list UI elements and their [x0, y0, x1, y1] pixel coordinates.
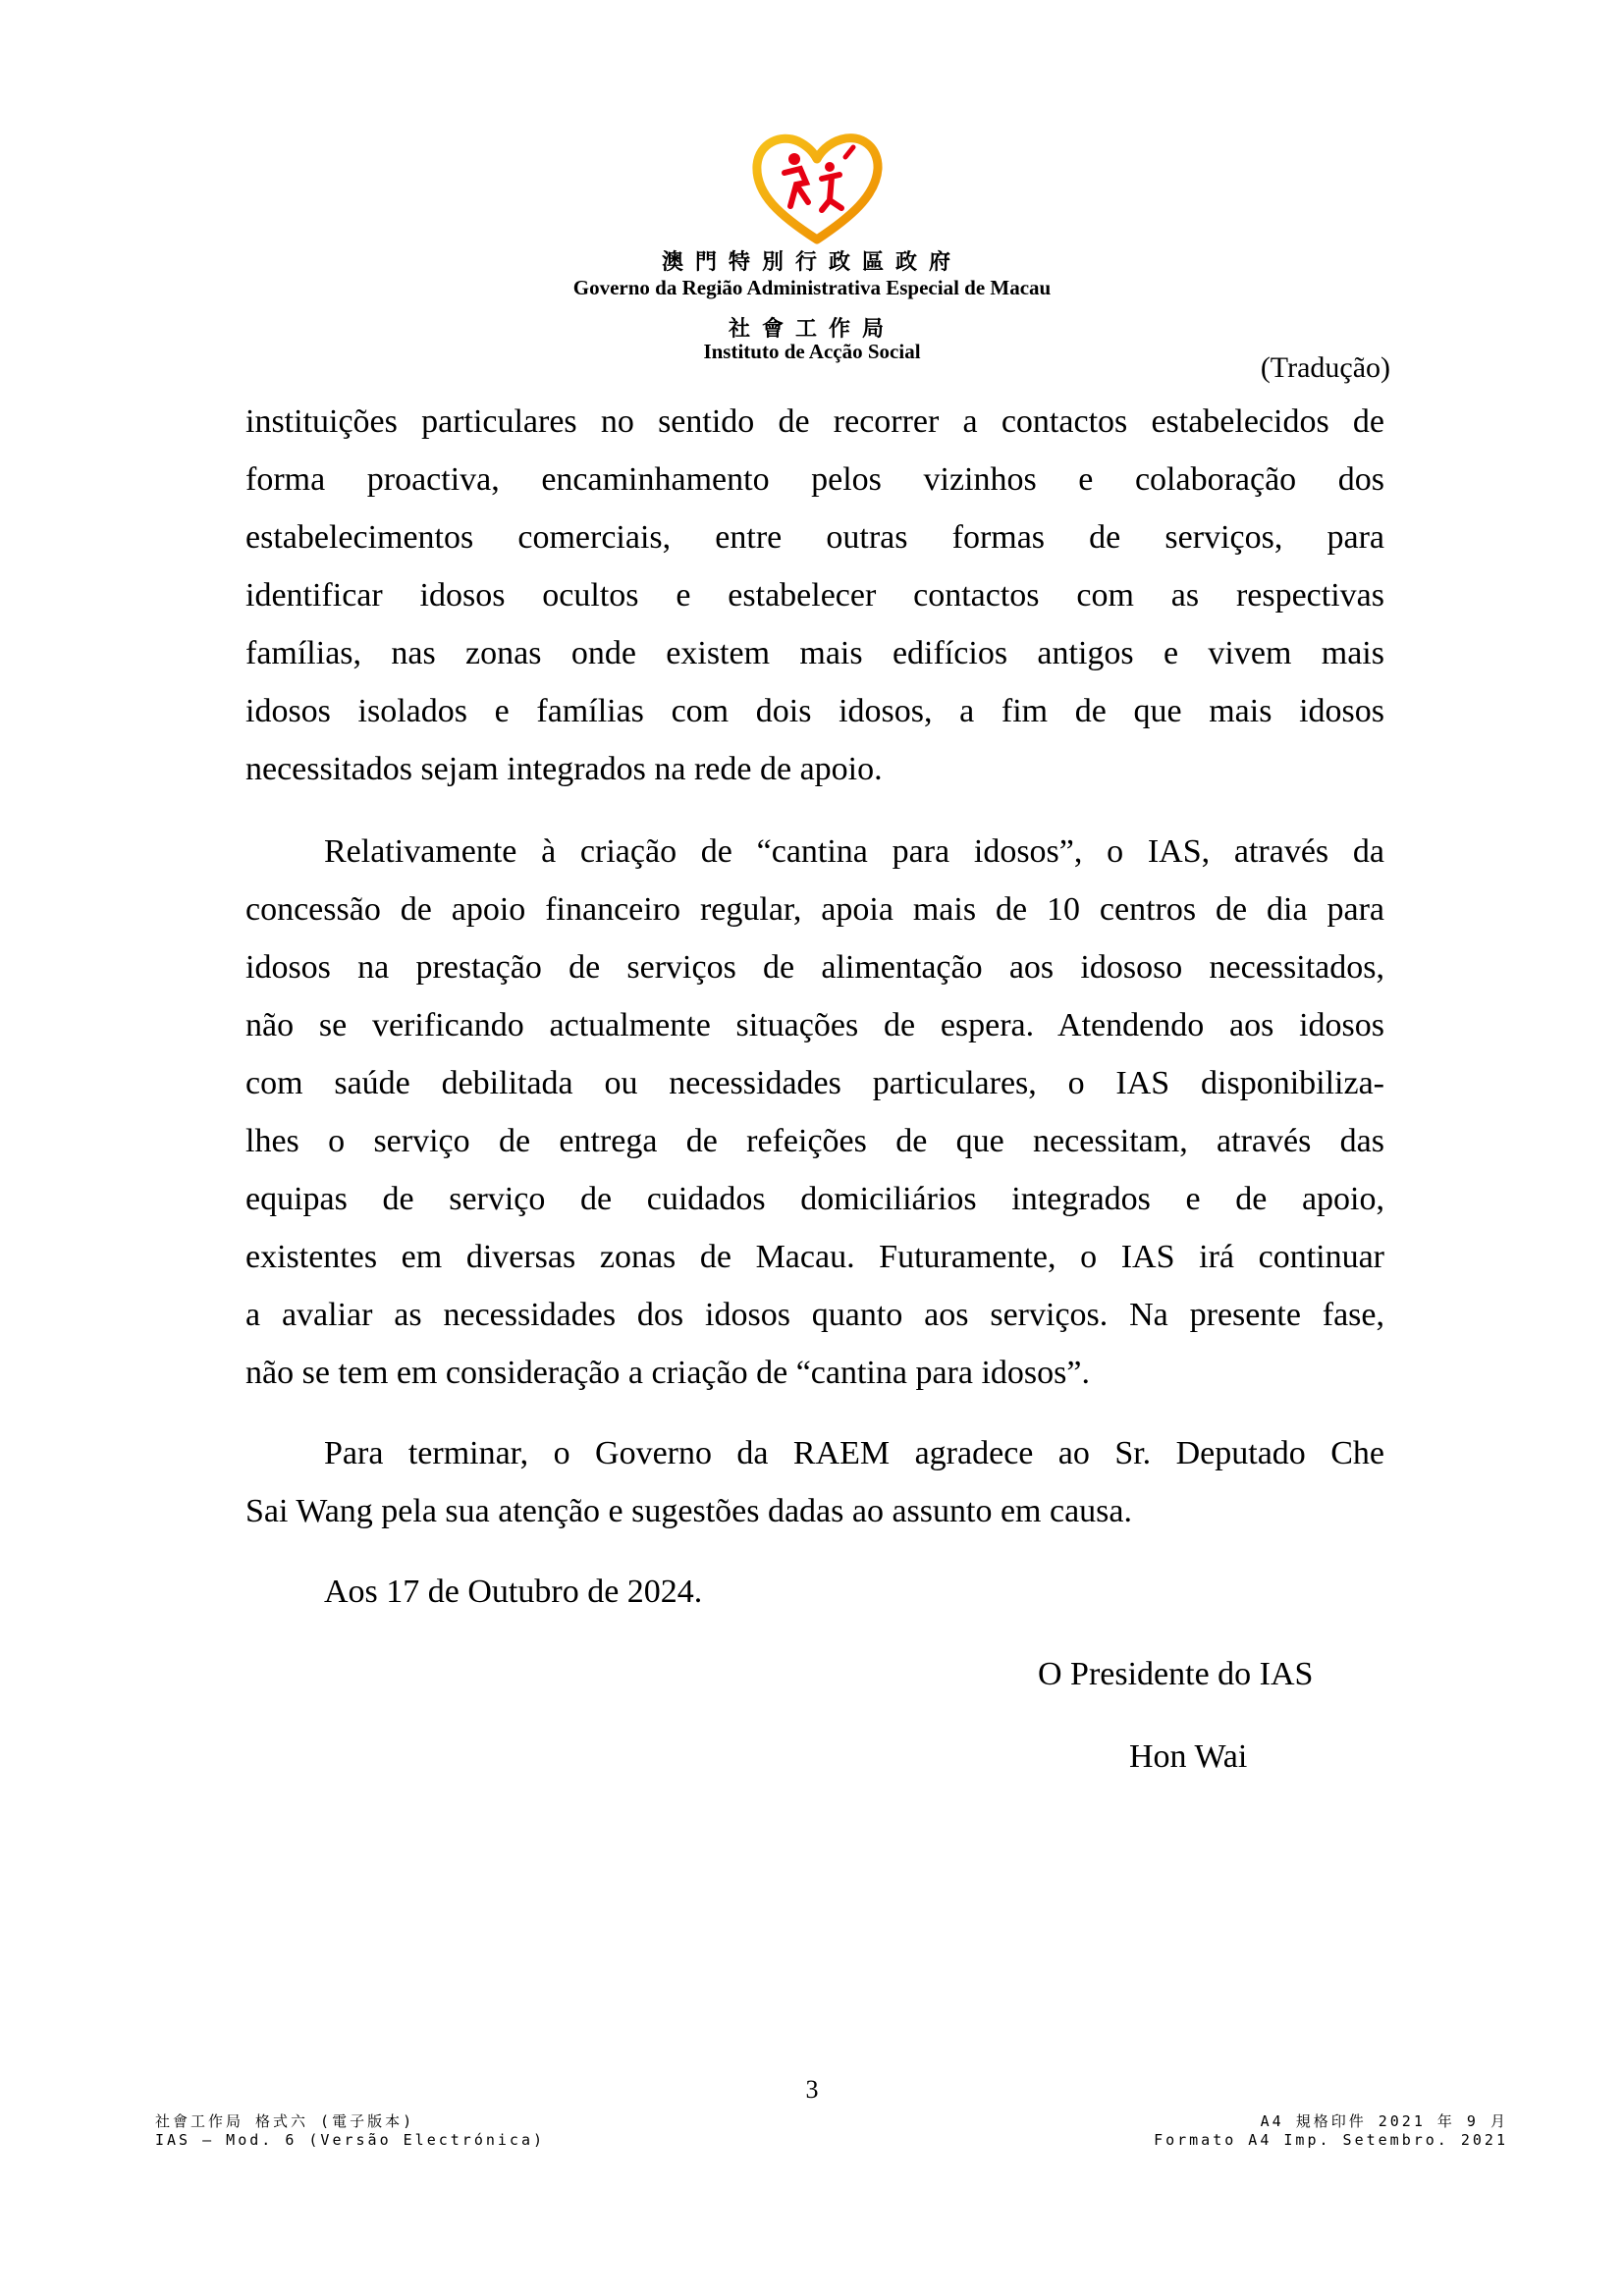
- paragraph-line: lhes o serviço de entrega de refeições de que necessitam, através das: [245, 1123, 1384, 1159]
- paragraph-line: a avaliar as necessidades dos idosos quanto aos serviços. Na presente fase,: [245, 1297, 1384, 1333]
- paragraph-line: identificar idosos ocultos e estabelecer contactos com as respectivas: [245, 577, 1384, 614]
- paragraph-line: existentes em diversas zonas de Macau. Futuramente, o IAS irá continuar: [245, 1239, 1384, 1275]
- paragraph-line: não se tem em consideração a criação de “cantina para idosos”.: [245, 1355, 1090, 1391]
- government-name-portuguese: Governo da Região Administrativa Especial de Macau: [572, 276, 1052, 299]
- government-name-chinese: 澳門特別行政區政府: [661, 249, 962, 275]
- paragraph-line: Sai Wang pela sua atenção e sugestões dadas ao assunto em causa.: [245, 1493, 1133, 1529]
- logo-svg: [751, 130, 884, 245]
- footer-form-code-portuguese: IAS – Mod. 6 (Versão Electrónica): [155, 2131, 546, 2149]
- paragraph-line: Para terminar, o Governo da RAEM agradece ao Sr. Deputado Che: [324, 1435, 1384, 1471]
- letter-date: [245, 1563, 1384, 1621]
- translation-note: (Tradução): [1260, 351, 1390, 384]
- ias-heart-logo-icon: [751, 130, 884, 245]
- paragraph-line: necessitados sejam integrados na rede de apoio.: [245, 751, 883, 787]
- paragraph-line: estabelecimentos comerciais, entre outras formas de serviços, para: [245, 519, 1384, 556]
- footer-print-format-portuguese: Formato A4 Imp. Setembro. 2021: [1154, 2131, 1508, 2149]
- paragraph-line: com saúde debilitada ou necessidades particulares, o IAS disponibiliza-: [245, 1065, 1384, 1101]
- paragraph-line: idosos isolados e famílias com dois idosos, a fim de que mais idosos: [245, 693, 1384, 729]
- paragraph-line: forma proactiva, encaminhamento pelos vizinhos e colaboração dos: [245, 461, 1384, 498]
- date-line: Aos 17 de Outubro de 2024.: [324, 1574, 703, 1610]
- footer-form-code-chinese: 社會工作局 格式六 (電子版本): [155, 2112, 415, 2130]
- footer-print-format-chinese: A4 規格印件 2021 年 9 月: [1260, 2112, 1508, 2130]
- page-number: 3: [805, 2075, 819, 2104]
- paragraph-line: instituições particulares no sentido de recorrer a contactos estabelecidos de: [245, 403, 1384, 440]
- institute-name-portuguese: Instituto de Acção Social: [703, 340, 921, 363]
- paragraph-line: famílias, nas zonas onde existem mais edifícios antigos e vivem mais: [245, 635, 1384, 671]
- paragraph-line: Relativamente à criação de “cantina para idosos”, o IAS, através da: [324, 833, 1384, 870]
- paragraph-line: idosos na prestação de serviços de alimentação aos idososo necessitados,: [245, 949, 1384, 986]
- signatory-title: O Presidente do IAS: [1038, 1656, 1314, 1692]
- paragraph-1: [245, 393, 1384, 798]
- paragraph-3: [245, 1424, 1384, 1540]
- paragraph-line: equipas de serviço de cuidados domiciliários integrados e de apoio,: [245, 1181, 1384, 1217]
- paragraph-line: não se verificando actualmente situações de espera. Atendendo aos idosos: [245, 1007, 1384, 1043]
- signatory-name: Hon Wai: [1129, 1738, 1248, 1775]
- paragraph-2: [245, 823, 1384, 1402]
- institute-name-chinese: 社會工作局: [728, 316, 895, 342]
- paragraph-line: concessão de apoio financeiro regular, apoia mais de 10 centros de dia para: [245, 891, 1384, 928]
